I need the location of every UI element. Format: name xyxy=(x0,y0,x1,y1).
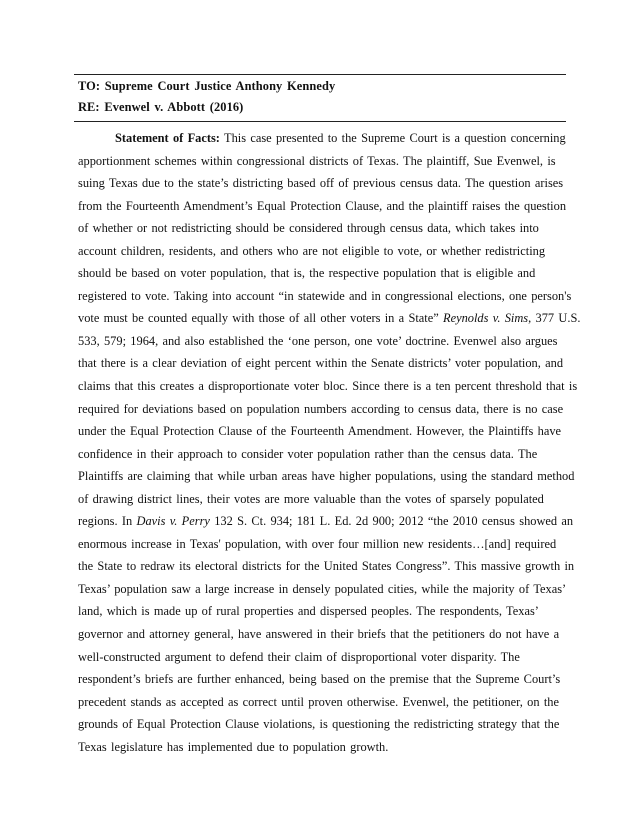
header-divider xyxy=(74,121,566,122)
paragraph-line: from the Fourteenth Amendment’s Equal Protection Clause, and the plaintiff raises the question xyxy=(78,198,567,213)
paragraph-line: governor and attorney general, have answered in their briefs that the petitioners do not have a xyxy=(78,627,560,642)
paragraph-text: regions. In xyxy=(78,514,137,529)
case-citation: Reynolds v. Sims xyxy=(443,311,529,326)
citation-text: 132 S. Ct. 934; 181 L. Ed. 2d 900; 2012 “the 2010 census showed an xyxy=(209,514,574,529)
paragraph-line: Plaintiffs are claiming that while urban areas have higher populations, using the standard method xyxy=(78,469,575,484)
top-divider xyxy=(74,74,566,75)
paragraph-line: claims that this creates a disproportionate voter bloc. Since there is a ten percent threshold that is xyxy=(78,379,578,394)
paragraph-line: suing Texas due to the state’s districting based off of previous census data. The question arises xyxy=(78,176,564,191)
paragraph-line: Texas’ population saw a large increase in densely populated cities, while the majority of Texas’ xyxy=(78,581,567,596)
paragraph-line: registered to vote. Taking into account “in statewide and in congressional elections, one person's xyxy=(78,288,572,303)
paragraph-line: apportionment schemes within congressional districts of Texas. The plaintiff, Sue Evenwel, is xyxy=(78,153,556,168)
paragraph-line: well-constructed argument to defend their claim of disproportional voter disparity. The xyxy=(78,649,520,664)
paragraph-line xyxy=(78,510,578,533)
paragraph-line: required for deviations based on population numbers according to census data, there is no case xyxy=(78,401,564,416)
statement-of-facts xyxy=(78,127,581,758)
paragraph-line: should be based on voter population, that is, the respective population that is eligible and xyxy=(78,266,536,281)
paragraph-line xyxy=(78,127,578,150)
paragraph-line: 533, 579; 1964, and also established the ‘one person, one vote’ doctrine. Evenwel also argues xyxy=(78,333,558,348)
paragraph-text: This case presented to the Supreme Court is a question concerning xyxy=(219,131,566,145)
paragraph-line: confidence in their approach to consider voter population rather than the census data. The xyxy=(78,446,538,461)
paragraph-line: grounds of Equal Protection Clause violations, is questioning the redistricting strategy that the xyxy=(78,717,560,732)
paragraph-line xyxy=(78,307,581,330)
case-citation: Davis v. Perry xyxy=(136,514,210,529)
paragraph-text: vote must be counted equally with those of all other voters in a State” xyxy=(78,311,444,326)
paragraph-line: under the Equal Protection Clause of the Fourteenth Amendment. However, the Plaintiffs have xyxy=(78,424,562,439)
paragraph-line: account children, residents, and others who are not eligible to vote, or whether redistricting xyxy=(78,243,546,258)
memo-re-line: RE: Evenwel v. Abbott (2016) xyxy=(78,100,244,114)
paragraph-line: the State to redraw its electoral districts for the United States Congress”. This massive growth in xyxy=(78,559,575,574)
paragraph-line: Texas legislature has implemented due to population growth. xyxy=(78,739,389,754)
paragraph-line: respondent’s briefs are further enhanced, being based on the premise that the Supreme Court’s xyxy=(78,672,561,687)
paragraph-line: land, which is made up of rural properties and dispersed peoples. The respondents, Texas’ xyxy=(78,604,539,619)
citation-text: , 377 U.S. xyxy=(528,311,581,326)
paragraph-line: that there is a clear deviation of eight percent within the Senate districts’ voter population, and xyxy=(78,356,564,371)
paragraph-line: of drawing district lines, their votes are more valuable than the votes of sparsely populated xyxy=(78,491,544,506)
paragraph-line: of whether or not redistricting should be considered through census data, which takes into xyxy=(78,221,539,236)
statement-heading: Statement of Facts: xyxy=(115,131,220,145)
memo-to-line: TO: Supreme Court Justice Anthony Kennedy xyxy=(78,79,336,93)
paragraph-line: precedent stands as accepted as correct until proven otherwise. Evenwel, the petitioner, on the xyxy=(78,694,559,709)
paragraph-line: enormous increase in Texas' population, with over four million new residents…[and] required xyxy=(78,536,557,551)
